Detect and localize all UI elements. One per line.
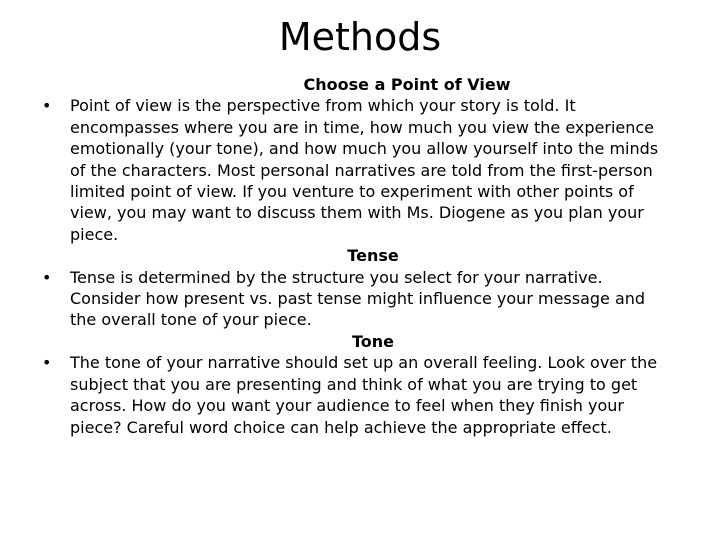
bullet-point-of-view xyxy=(42,95,676,245)
section-heading-point-of-view: Choose a Point of View xyxy=(303,75,511,94)
bullet-text-tone: The tone of your narrative should set up an overall feeling. Look over the subject that you are presenting and think of what you are trying to get across. How do you want your audience to feel when they finish your piece? Careful word choice can help achieve the appropriate effect. xyxy=(70,353,658,437)
bullet-marker: • xyxy=(42,267,52,287)
bullet-text-tense: Tense is determined by the structure you select for your narrative. Consider how present vs. past tense might influence your message and the overall tone of your piece. xyxy=(70,267,646,330)
slide-title: Methods xyxy=(278,15,442,59)
bullet-text-point-of-view: Point of view is the perspective from which your story is told. It encompasses where you are in time, how much you view the experience emotionally (your tone), and how much you allow yourself into the minds of the characters. Most personal narratives are told from the first-person limited point of view. If you venture to experiment with other points of view, you may want to discuss them with Ms. Diogene as you plan your piece. xyxy=(70,96,659,244)
slide-content xyxy=(42,74,676,438)
section-heading-tone: Tone xyxy=(351,331,395,351)
bullet-marker: • xyxy=(42,353,52,373)
bullet-marker: • xyxy=(42,96,52,116)
bullet-tense xyxy=(42,267,676,331)
bullet-tone xyxy=(42,352,676,438)
section-heading-tense: Tense xyxy=(347,246,399,266)
